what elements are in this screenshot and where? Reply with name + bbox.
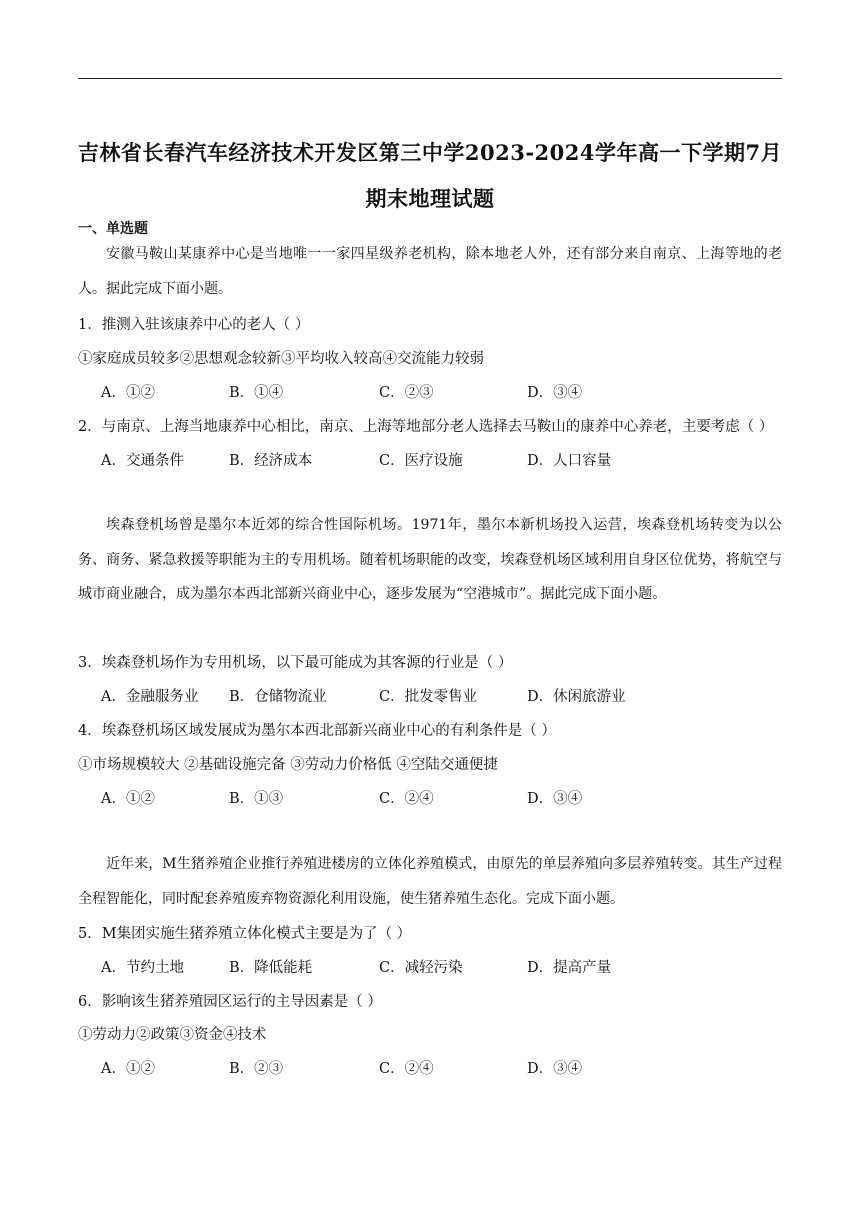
option-b: B．①③ <box>229 791 284 807</box>
question-3-stem: 3．埃森登机场作为专用机场，以下最可能成为其客源的行业是（ ） <box>78 655 513 671</box>
question-6-stem: 6．影响该生猪养殖园区运行的主导因素是（ ） <box>78 994 382 1010</box>
option-d: D．提高产量 <box>527 960 612 976</box>
passage-3: 近年来，M生猪养殖企业推行养殖进楼房的立体化养殖模式，由原先的单层养殖向多层养殖转变。其生产过程全程智能化，同时配套养殖废弃物资源化利用设施，使生猪养殖生态化。完成下面小题。 <box>78 856 782 907</box>
passage-1: 安徽马鞍山某康养中心是当地唯一一家四星级养老机构，除本地老人外，还有部分来自南京、上海等地的老人。据此完成下面小题。 <box>78 246 782 297</box>
option-b: B．经济成本 <box>229 453 313 469</box>
document-title: 吉林省长春汽车经济技术开发区第三中学2023-2024学年高一下学期7月 <box>77 140 783 165</box>
option-d: D．③④ <box>527 1061 583 1077</box>
option-c: C．②④ <box>379 1061 434 1077</box>
question-4-options <box>101 787 751 809</box>
question-4-stem: 4．埃森登机场区域发展成为墨尔本西北部新兴商业中心的有利条件是（ ） <box>78 723 556 739</box>
question-5-options <box>101 956 751 978</box>
question-3-options <box>101 685 751 707</box>
header-rule <box>78 78 782 79</box>
question-5-stem: 5．M集团实施生猪养殖立体化模式主要是为了（ ） <box>78 926 412 942</box>
option-c: C．医疗设施 <box>379 453 463 469</box>
question-4-statements: ①市场规模较大 ②基础设施完备 ③劳动力价格低 ④空陆交通便捷 <box>78 757 498 773</box>
option-d: D．休闲旅游业 <box>527 689 626 705</box>
option-d: D．人口容量 <box>527 453 612 469</box>
document-title-continued: 期末地理试题 <box>365 186 495 211</box>
option-d: D．③④ <box>527 385 583 401</box>
option-b: B．①④ <box>229 385 284 401</box>
option-b: B．仓储物流业 <box>229 689 327 705</box>
option-b: B．降低能耗 <box>229 960 313 976</box>
option-a: A．①② <box>101 1061 155 1077</box>
question-1-stem: 1．推测入驻该康养中心的老人（ ） <box>78 317 310 333</box>
option-c: C．②③ <box>379 385 434 401</box>
option-a: A．①② <box>101 385 155 401</box>
option-a: A．金融服务业 <box>101 689 199 705</box>
option-c: C．批发零售业 <box>379 689 478 705</box>
question-2-stem: 2．与南京、上海当地康养中心相比，南京、上海等地部分老人选择去马鞍山的康养中心养老，主要考虑（ ） <box>78 419 774 435</box>
option-a: A．交通条件 <box>101 453 184 469</box>
option-b: B．②③ <box>229 1061 284 1077</box>
option-c: C．②④ <box>379 791 434 807</box>
question-1-statements: ①家庭成员较多②思想观念较新③平均收入较高④交流能力较弱 <box>78 351 484 367</box>
option-d: D．③④ <box>527 791 583 807</box>
passage-2: 埃森登机场曾是墨尔本近郊的综合性国际机场。1971年，墨尔本新机场投入运营，埃森登机场转变为以公务、商务、紧急救援等职能为主的专用机场。随着机场职能的改变，埃森登机场区域利用自身区位优势，将航空与城市商业融合，成为墨尔本西北部新兴商业中心，逐步发展为“空港城市”。据此完成下面小题。 <box>78 517 782 602</box>
option-a: A．节约土地 <box>101 960 184 976</box>
section-heading: 一、单选题 <box>78 221 148 237</box>
question-2-options <box>101 449 751 471</box>
question-6-options <box>101 1057 751 1079</box>
question-6-statements: ①劳动力②政策③资金④技术 <box>78 1027 267 1043</box>
option-c: C．减轻污染 <box>379 960 463 976</box>
option-a: A．①② <box>101 791 155 807</box>
question-1-options <box>101 381 751 403</box>
